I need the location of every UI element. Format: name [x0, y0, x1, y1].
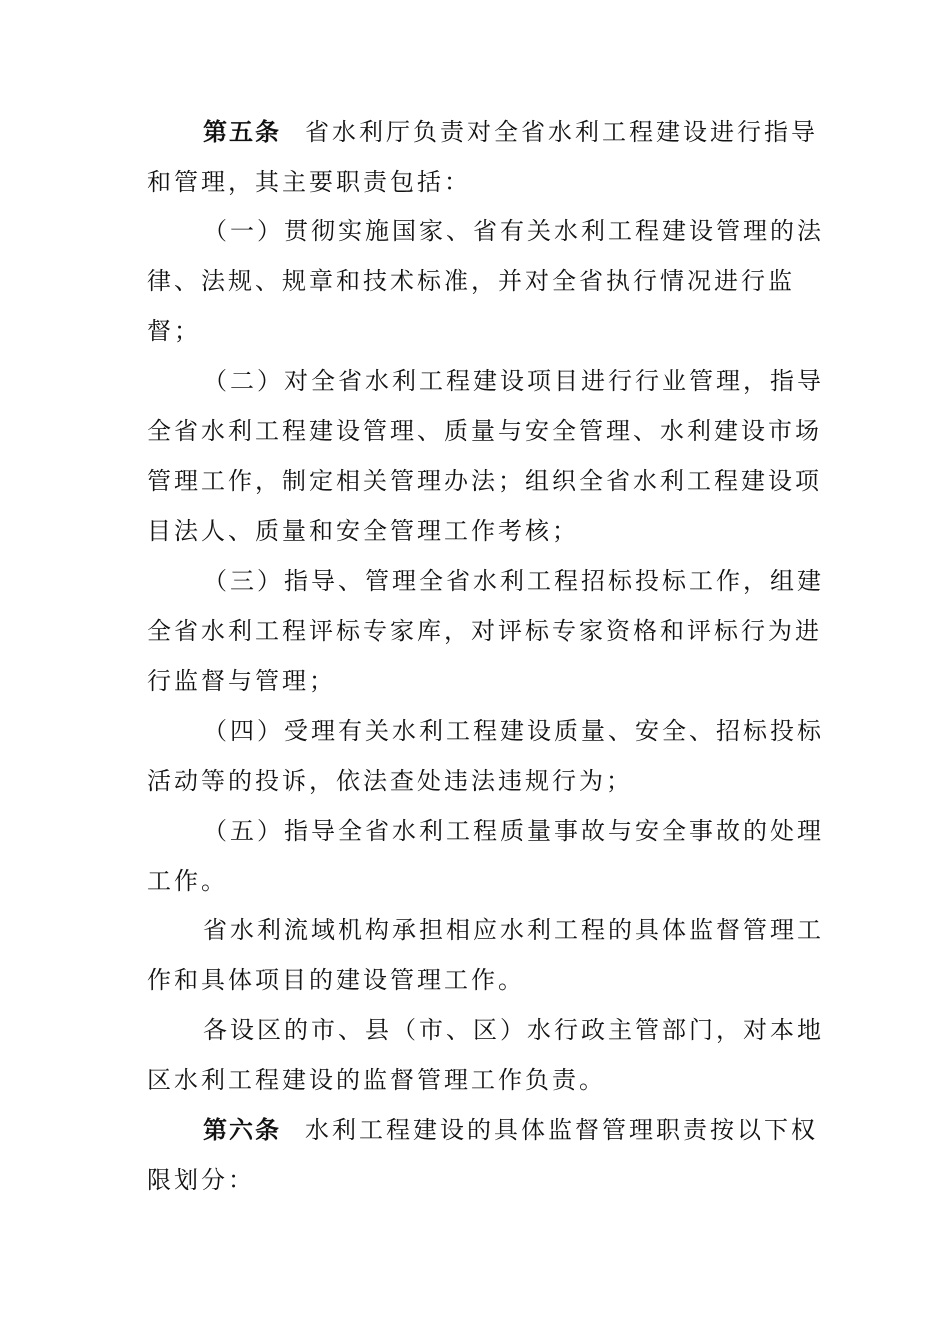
article-6-first-line [203, 1113, 818, 1147]
item-2-line-4: 目法人、质量和安全管理工作考核； [147, 517, 579, 545]
item-1-line-1: （一）贯彻实施国家、省有关水利工程建设管理的法 [203, 217, 824, 245]
local-paragraph-line-2: 区水利工程建设的监督管理工作负责。 [147, 1066, 606, 1094]
item-3-line-2: 全省水利工程评标专家库，对评标专家资格和评标行为进 [147, 617, 822, 645]
basin-paragraph-line-1: 省水利流域机构承担相应水利工程的具体监督管理工 [203, 916, 824, 944]
item-3-line-3: 行监督与管理； [147, 667, 336, 695]
basin-paragraph-line-2: 作和具体项目的建设管理工作。 [147, 966, 525, 994]
article-5-lead-continuation: 和管理，其主要职责包括： [147, 168, 471, 196]
article-6-label: 第六条 [203, 1116, 281, 1144]
item-1-line-3: 督； [147, 317, 201, 345]
local-paragraph-line-1: 各设区的市、县（市、区）水行政主管部门，对本地 [203, 1016, 824, 1044]
item-2-line-3: 管理工作，制定相关管理办法；组织全省水利工程建设项 [147, 467, 822, 495]
article-5-label: 第五条 [203, 118, 281, 146]
article-5-lead-text: 省水利厅负责对全省水利工程建设进行指导 [305, 118, 818, 146]
item-4-line-1: （四）受理有关水利工程建设质量、安全、招标投标 [203, 717, 824, 745]
item-2-line-1: （二）对全省水利工程建设项目进行行业管理，指导 [203, 367, 824, 395]
item-2-line-2: 全省水利工程建设管理、质量与安全管理、水利建设市场 [147, 417, 822, 445]
article-5-first-line [203, 115, 818, 149]
article-6-lead-continuation: 限划分： [147, 1166, 255, 1194]
item-5-line-2: 工作。 [147, 867, 228, 895]
item-5-line-1: （五）指导全省水利工程质量事故与安全事故的处理 [203, 817, 824, 845]
item-1-line-2: 律、法规、规章和技术标准，并对全省执行情况进行监 [147, 267, 795, 295]
article-6-lead-text: 水利工程建设的具体监督管理职责按以下权 [305, 1116, 818, 1144]
item-4-line-2: 活动等的投诉，依法查处违法违规行为； [147, 767, 633, 795]
item-3-line-1: （三）指导、管理全省水利工程招标投标工作，组建 [203, 567, 824, 595]
